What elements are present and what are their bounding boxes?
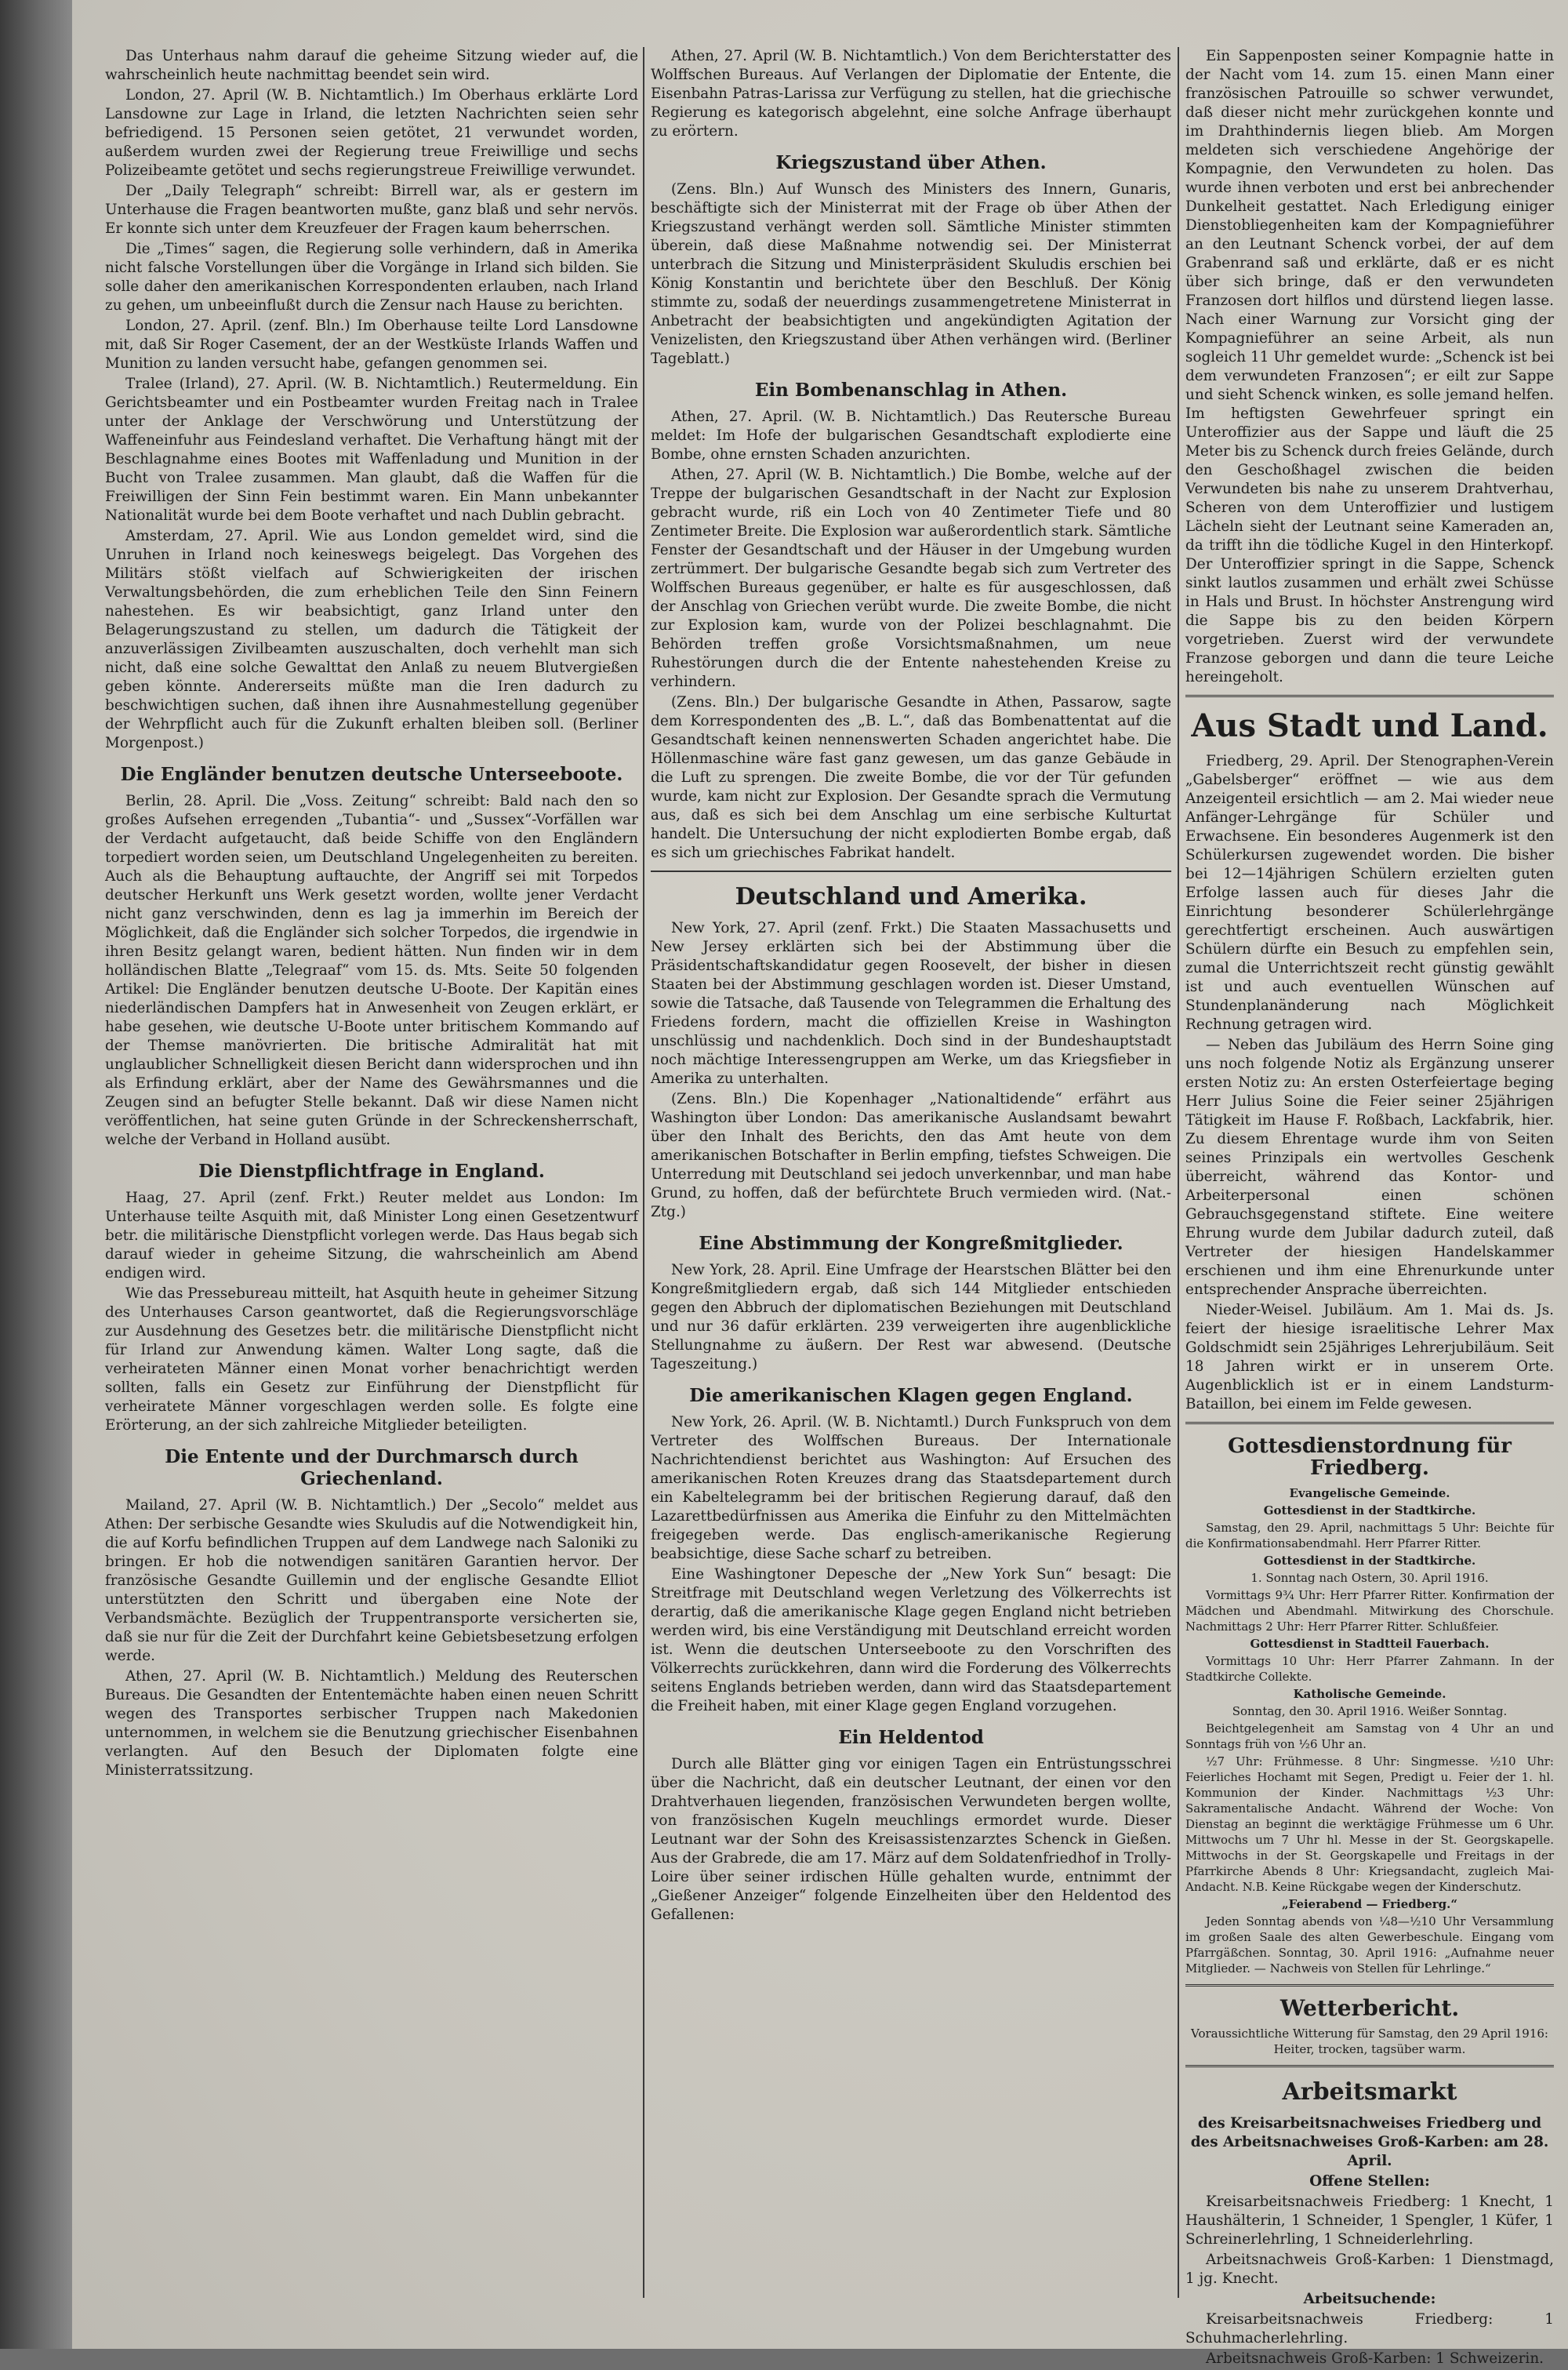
paragraph: Eine Washingtoner Depesche der „New York Sun“ besagt: Die Streitfrage mit Deutschland wegen Verletzung des Völkerrechts ist derartig, daß die amerikanische Klage gegen England nicht betrieben werden wird, bis eine Verständigung mit Deutschland erreicht worden ist. Wenn die deutschen Unterseeboote zu den Vorschriften des Völkerrechts zurückkehren, dann wird die Forderung des Völkerrechts seitens Englands betrieben werden, dann wird das Staatsdepartement die Freiheit haben, mit einer Klage gegen England vorzugehen. — [651, 1566, 1171, 1714]
service-entry: Vormittags 10 Uhr: Herr Pfarrer Zahmann. In der Stadtkirche Collekte. — [1185, 1654, 1554, 1684]
paragraph: Tralee (Irland), 27. April. (W. B. Nichtamtlich.) Reutermeldung. Ein Gerichtsbeamter und ein Postbeamter wurden Freitag nach in Tralee unter der Anklage der Verschwörung und Unterstützung der Waffeneinfuhr aus Feindesland verhaftet. Die Verhaftung hängt mit der Beschlagnahme eines Bootes mit Waffenladung und Munition in der Bucht von Tralee zusammen. Man glaubt, daß die Waffen für die Freiwilligen der Sinn Fein bestimmt waren. Ein Mann unbekannter Nationalität wurde bei dem Boote verhaftet und nach Dublin gebracht. — [105, 376, 638, 524]
paragraph: Amsterdam, 27. April. Wie aus London gemeldet wird, sind die Unruhen in Irland noch keineswegs beigelegt. Das Vorgehen des Militärs stößt vielfach auf Schwierigkeiten der irischen Verwaltungsbehörden, die zum erheblichen Teile den Sinn Feinern nahestehen. Es wir beabsichtigt, ganz Irland unter den Belagerungszustand zu stellen, um dadurch die Tätigkeit der anzuverlässigen Zivilbeamten auszuschalten, doch verhehlt man sich nicht, daß eine solche Gewalttat den Anlaß zu neuem Blutvergießen geben könnte. Andererseits müßte man die Iren dadurch zu beschwichtigen suchen, daß ihnen ihre Ausnahmestellung gegenüber der Wehrpflicht auch für die Zukunft erhalten bleiben soll. (Berliner Morgenpost.) — [105, 528, 638, 751]
paragraph: Athen, 27. April (W. B. Nichtamtlich.) Meldung des Reuterschen Bureaus. Die Gesandten der Ententemächte haben einen neuen Schritt wegen des Transportes serbischer Truppen nach Makedonien unternommen, in welchem sie die Benutzung griechischer Eisenbahnen verlangten. Auf den Besuch der Diplomaten folgte eine Ministerratssitzung. — [105, 1668, 638, 1779]
newspaper-page — [72, 0, 1568, 2367]
scan-margin — [0, 0, 72, 2349]
service-entry: ½7 Uhr: Frühmesse. 8 Uhr: Singmesse. ½10 Uhr: Feierliches Hochamt mit Segen, Predigt u. Feier der 1. hl. Kommunion der Kinder. Nachmittags ½3 Uhr: Sakramentalische Andacht. Während der Woche: Von Dienstag an beginnt die werktägige Frühmesse um 6 Uhr. Mittwochs um 7 Uhr hl. Messe in der St. Georgskapelle. Mittwochs in der St. Georgskapelle und Freitags in der Pfarrkirche Abends 8 Uhr: Kriegsandacht, zugleich Mai-Andacht. N.B. Keine Rückgabe wegen der Kinderschutz. — [1185, 1754, 1554, 1894]
divider — [1185, 1984, 1554, 1987]
article-heading: Die Dienstpflichtfrage in England. — [198, 1161, 545, 1182]
article-heading: Ein Heldentod — [838, 1727, 984, 1748]
divider — [651, 871, 1171, 872]
paragraph: (Zens. Bln.) Auf Wunsch des Ministers des Innern, Gunaris, beschäftigte sich der Ministerrat mit der Frage ob über Athen der Kriegszustand verhängt werden soll. Sämtliche Minister stimmten überein, daß diese Maßnahme notwendig sei. Der Ministerrat unterbrach die Sitzung und Ministerpräsident Skuludis erschien bei König Konstantin und berichtete über den Beschluß. Der König stimmte zu, sodaß der neuerdings zusammengetretene Ministerrat in Anbetracht der beabsichtigten und angekündigten Agitation der Venizelisten, den Kriegszustand über Athen verhängen wird. (Berliner Tageblatt.) — [651, 181, 1171, 367]
section-heading: Gottesdienstordnung für Friedberg. — [1228, 1434, 1512, 1480]
labour-entry: Arbeitsnachweis Groß-Karben: 1 Dienstmagd, 1 jg. Knecht. — [1185, 2252, 1554, 2287]
service-entry: Samstag, den 29. April, nachmittags 5 Uhr: Beichte für die Konfirmationsabendmahl. Herr Pfarrer Ritter. — [1185, 1521, 1554, 1550]
paragraph: Das Unterhaus nahm darauf die geheime Sitzung wieder auf, die wahrscheinlich heute nachmittag beendet sein wird. — [105, 48, 638, 83]
divider — [1185, 2065, 1554, 2067]
paragraph: New York, 27. April (zenf. Frkt.) Die Staaten Massachusetts und New Jersey erklärten sich bei der Abstimmung über die Präsidentschaftskandidatur gegen Roosevelt, der bisher in diesen Staaten bei der Abstimmung geschlagen worden ist. Dieser Umstand, sowie die Tatsache, daß Tausende von Telegrammen die Erhaltung des Friedens fordern, macht die offiziellen Kreise in Washington unschlüssig und nachdenklich. Doch sind in der Bundeshauptstadt noch mächtige Interessengruppen am Werke, um das Kriegsfieber in Amerika zu unterhalten. — [651, 920, 1171, 1087]
paragraph: Haag, 27. April (zenf. Frkt.) Reuter meldet aus London: Im Unterhause teilte Asquith mit, daß Minister Long einen Gesetzentwurf betr. die militärische Dienstpflicht vorlegen werde. Das Haus begab sich darauf wieder in geheime Sitzung, die wahrscheinlich am Abend endigen wird. — [105, 1190, 638, 1281]
service-date: Sonntag, den 30. April 1916. Weißer Sonntag. — [1232, 1704, 1508, 1718]
church-subheading: Gottesdienst in Stadtteil Fauerbach. — [1250, 1637, 1490, 1651]
paragraph: New York, 26. April. (W. B. Nichtamtl.) Durch Funkspruch von dem Vertreter des Wolffschen Bureaus. Der Internationale Nachrichtendienst berichtet aus Washington: Auf Ersuchen des amerikanischen Roten Kreuzes drang das Staatsdepartement durch ein Kabeltelegramm bei der britischen Regierung darauf, daß den Lazarettbedürfnissen aus Amerika die Einfuhr zu den Mittelmächten freigegeben werde. Das englisch-amerikanische Regierung beabsichtige, diese Sache scharf zu betreiben. — [651, 1414, 1171, 1562]
paragraph: Ein Sappenposten seiner Kompagnie hatte in der Nacht vom 14. zum 15. einen Mann einer französischen Patrouille so schwer verwundet, daß dieser nicht mehr zurückgehen konnte und im Drahthindernis liegen blieb. Am Morgen meldeten sich verschiedene Angehörige der Kompagnie, den Verwundeten zu holen. Das wurde ihnen verboten und erst bei anbrechender Dunkelheit gestattet. Nach Erledigung einiger Dienstobliegenheiten kam der Kompagnieführer an den Leutnant Schenck vorbei, der auf dem Grabenrand saß und erklärte, daß er es nicht über sich bringe, daß er den verwundeten Franzosen dort hilflos und dürstend liegen lasse. Nach einer Warnung zur Vorsicht ging der Kompagnieführer an seine Arbeit, als nun sogleich 11 Uhr gemeldet wurde: „Schenck ist bei dem verwundeten Franzosen“; er eilt zur Sappe und sieht Schenck winken, es solle jemand helfen. Im heftigsten Gewehrfeuer springt ein Unteroffizier aus der Sappe und läuft die 25 Meter bis zu Schenck durch freies Gelände, durch den Geschoßhagel zwischen die beiden Verwundeten bis nahe zu unserem Drahtverhau, Scheren von dem Unteroffizier und lustigem Lächeln sieht der Leutnant seine Kameraden an, da trifft ihn die tödliche Kugel in den Hinterkopf. Der Unteroffizier springt in die Sappe, Schenck sinkt lautlos zusammen und erhält zwei Schüsse in Hals und Brust. In höchster Anstrengung wird die Sappe bis zu den beiden Körpern vorgetrieben. Zuerst wird der verwundete Franzose geborgen und dann die teure Leiche hereingeholt. — [1185, 48, 1554, 685]
divider — [1185, 1422, 1554, 1424]
section-heading: Deutschland und Amerika. — [735, 883, 1087, 911]
section-heading: Arbeitsmarkt — [1282, 2078, 1457, 2106]
labour-entry: Kreisarbeitsnachweis Friedberg: 1 Knecht, 1 Haushälterin, 1 Schneider, 1 Spengler, 1 Küfer, 1 Schreinerlehrling, 1 Schneiderlehrling. — [1185, 2194, 1554, 2248]
column-divider — [1178, 47, 1179, 2298]
weather-forecast: Voraussichtliche Witterung für Samstag, den 29 April 1916: Heiter, trocken, tagsüber warm. — [1191, 2026, 1548, 2056]
paragraph: Athen, 27. April. (W. B. Nichtamtlich.) Das Reutersche Bureau meldet: Im Hofe der bulgarischen Gesandtschaft explodierte eine Bombe, ohne ernsten Schaden anzurichten. — [651, 409, 1171, 463]
club-heading: „Feierabend — Friedberg.“ — [1281, 1897, 1458, 1911]
article-heading: Ein Bombenanschlag in Athen. — [754, 380, 1068, 401]
paragraph: Wie das Pressebureau mitteilt, hat Asquith heute in geheimer Sitzung des Unterhauses Carson geantwortet, daß die Regierungsvorschläge zur Ausdehnung des Gesetzes betr. die militärische Dienstpflicht nicht für Irland zur Anwendung kämen. Walter Long sagte, daß die verheirateten Männer einen Monat vorher benachrichtigt werden sollten, falls ein Gesetz zur Einführung der Dienstpflicht für verheiratete Männer vorgeschlagen werden solle. Es folgte eine Erörterung, an der sich zahlreiche Mitglieder beteiligten. — [105, 1285, 638, 1434]
column-3 — [1185, 47, 1554, 2370]
service-date: 1. Sonntag nach Ostern, 30. April 1916. — [1250, 1571, 1489, 1585]
paragraph: Athen, 27. April (W. B. Nichtamtlich.) Von dem Berichterstatter des Wolffschen Bureaus. Auf Verlangen der Diplomatie der Entente, die Eisenbahn Patras-Larissa zur Verfügung zu stellen, hat die griechische Regierung es kategorisch abgelehnt, eine solche Anfrage überhaupt zu erörtern. — [651, 48, 1171, 140]
column-1 — [105, 47, 638, 1782]
article-heading: Die Entente und der Durchmarsch durch Griechenland. — [165, 1446, 579, 1489]
article-heading: Kriegszustand über Athen. — [775, 152, 1047, 173]
column-divider — [643, 47, 644, 2298]
paragraph: Der „Daily Telegraph“ schreibt: Birrell war, als er gestern im Unterhause die Fragen beantworten mußte, ganz blaß und sehr nervös. Er konnte sich unter dem Kreuzfeuer der Fragen kaum beherrschen. — [105, 183, 638, 237]
church-heading: Katholische Gemeinde. — [1293, 1687, 1446, 1701]
labour-category: Offene Stellen: — [1309, 2173, 1430, 2190]
paragraph: London, 27. April. (zenf. Bln.) Im Oberhause teilte Lord Lansdowne mit, daß Sir Roger Casement, der an der Westküste Irlands Waffen und Munition zu landen versucht habe, gefangen genommen sei. — [105, 318, 638, 372]
service-entry: Vormittags 9¾ Uhr: Herr Pfarrer Ritter. Konfirmation der Mädchen und Abendmahl. Mitwirkung des Chorschule. Nachmittags 2 Uhr: Herr Pfarrer Ritter. Schlußfeier. — [1185, 1588, 1554, 1634]
paragraph: Nieder-Weisel. Jubiläum. Am 1. Mai ds. Js. feiert der hiesige israelitische Lehrer Max Goldschmidt sein 25jähriges Lehrerjubiläum. Seit 18 Jahren wirkt er in unserem Orte. Augenblicklich ist er in einem Landsturm-Bataillon, bei einem im Felde gewesen. — [1185, 1302, 1554, 1412]
paragraph: London, 27. April (W. B. Nichtamtlich.) Im Oberhaus erklärte Lord Lansdowne zur Lage in Irland, die letzten Nachrichten seien sehr befriedigend. 15 Personen seien getötet, 21 verwundet worden, außerdem wurden zwei der Regierung treue Freiwillige und sechs Polizeibeamte getötet und sechs regierungstreue Freiwillige verwundet. — [105, 87, 638, 179]
church-subheading: Gottesdienst in der Stadtkirche. — [1263, 1554, 1476, 1568]
paragraph: Mailand, 27. April (W. B. Nichtamtlich.) Der „Secolo“ meldet aus Athen: Der serbische Gesandte wies Skuludis auf die Notwendigkeit hin, die auf Korfu befindlichen Truppen auf dem Landwege nach Saloniki zu bringen. Er hob die notwendigen sanitären Garantien hervor. Der französische Gesandte Guillemin und der englische Gesandte Elliot unterstützten den Schritt und übergaben eine Note der Verbandsmächte. Bezüglich der Truppentransporte versicherten sie, daß sie nur für die Zeit der Durchfahrt keine Gebietsbesetzung erfolgen werde. — [105, 1497, 638, 1664]
paragraph: — Neben das Jubiläum des Herrn Soine ging uns noch folgende Notiz als Ergänzung unserer ersten Notiz zu: An ersten Osterfeiertage beging Herr Julius Soine die Feier seiner 25jährigen Tätigkeit im Hause F. Roßbach, Lackfabrik, hier. Zu diesem Ehrentage wurde ihm von Seiten seines Prinzipals ein wertvolles Geschenk überreicht, während das Kontor- und Arbeiterpersonal einen schönen Gebrauchsgegenstand stiftete. Eine weitere Ehrung wurde dem Jubilar dadurch zuteil, daß Vertreter der hiesigen Handelskammer erschienen und ihm eine Ehrenurkunde unter entsprechender Ansprache überreichten. — [1185, 1037, 1554, 1298]
club-entry: Jeden Sonntag abends von ¼8—½10 Uhr Versammlung im großen Saale des alten Gewerbeschule. Eingang vom Pfarrgäßchen. Sonntag, 30. April 1916: „Aufnahme neuer Mitglieder. — Nachweis von Stellen für Lehrlinge.“ — [1185, 1914, 1554, 1976]
paragraph: Die „Times“ sagen, die Regierung solle verhindern, daß in Amerika nicht falsche Vorstellungen über die Vorgänge in Irland sich bilden. Sie solle daher den amerikanischen Korrespondenten erlauben, nach Irland zu gehen, um unbeeinflußt durch die Zensur nach Hause zu berichten. — [105, 241, 638, 314]
labour-entry: Arbeitsnachweis Groß-Karben: 1 Schweizerin. — [1206, 2350, 1544, 2367]
service-entry: Beichtgelegenheit am Samstag von 4 Uhr an und Sonntags früh von ½6 Uhr an. — [1185, 1721, 1554, 1751]
column-2 — [651, 47, 1171, 1926]
article-heading: Eine Abstimmung der Kongreßmitglieder. — [699, 1233, 1123, 1254]
paragraph: New York, 28. April. Eine Umfrage der Hearstschen Blätter bei den Kongreßmitgliedern ergab, daß sich 144 Mitglieder entschieden gegen den Abbruch der diplomatischen Beziehungen mit Deutschland und nur 36 dafür erklärten. 239 verweigerten ihre augenblickliche Stellungnahme zu äußern. Der Rest war abwesend. (Deutsche Tageszeitung.) — [651, 1262, 1171, 1372]
article-heading: Die amerikanischen Klagen gegen England. — [689, 1385, 1133, 1406]
section-heading: Wetterbericht. — [1279, 1995, 1460, 2021]
paragraph: Durch alle Blätter ging vor einigen Tagen ein Entrüstungsschrei über die Nachricht, daß ein deutscher Leutnant, der einen vor den Drahtverhauen liegenden, französischen Verwundeten bergen wollte, von französischen Kugeln meuchlings ermordet wurde. Dieser Leutnant war der Sohn des Kreisassistenzarztes Schenck in Gießen. Aus der Grabrede, die am 17. März auf dem Soldatenfriedhof in Trolly-Loire über seiner irdischen Hülle gehalten wurde, entnimmt der „Gießener Anzeiger“ folgende Einzelheiten über den Heldentod des Gefallenen: — [651, 1756, 1171, 1923]
divider — [1185, 695, 1554, 697]
article-heading: Die Engländer benutzen deutsche Unterseeboote. — [120, 764, 623, 785]
section-heading: Aus Stadt und Land. — [1191, 707, 1548, 744]
paragraph: Berlin, 28. April. Die „Voss. Zeitung“ schreibt: Bald nach den so großes Aufsehen erregenden „Tubantia“- und „Sussex“-Vorfällen war der Verdacht aufgetaucht, daß beide Schiffe von den Engländern torpediert worden seien, um Deutschland Ungelegenheiten zu bereiten. Auch als die Behauptung auftauchte, der Angriff sei mit Torpedos deutscher Herkunft uns Werk gesetzt worden, wollte jener Verdacht nicht ganz verschwinden, denn es lag ja immerhin im Bereich der Möglichkeit, daß die Engländer sich solcher Torpedos, die irgendwie in ihren Besitz gelangt waren, bedient hätten. Nun finden wir in dem holländischen Blatte „Telegraaf“ vom 15. ds. Mts. Seite 50 folgenden Artikel: Die Engländer benutzen deutsche U-Boote. Der Kapitän eines niederländischen Dampfers hat in Anwesenheit von Zeugen erklärt, er habe gesehen, wie deutsche U-Boote unter britischem Kommando auf der Themse manövrierten. Die britische Admiralität hat mit unglaublicher Schnelligkeit diesen Bericht dann widersprochen und ihn als Erfindung erklärt, aber der Name des Gewährsmannes und die Zeugen sind an befugter Stelle bekannt. Daß wir diese Namen nicht veröffentlichen, hat seine guten Gründe in der Schreckensherrschaft, welche der Verband in Holland ausübt. — [105, 793, 638, 1148]
labour-subheading: des Kreisarbeitsnachweises Friedberg und des Arbeitsnachweises Groß-Karben: am 28. April. — [1190, 2115, 1549, 2169]
paragraph: (Zens. Bln.) Die Kopenhager „Nationaltidende“ erfährt aus Washington über London: Das amerikanische Auslandsamt bewahrt über den Inhalt des Berichts, den das Amt heute von dem amerikanischen Botschafter in Berlin empfing, tiefstes Schweigen. Die Unterredung mit Deutschland sei jedoch unverkennbar, und man habe Grund, zu hoffen, daß der befürchtete Bruch vermieden wird. (Nat.-Ztg.) — [651, 1091, 1171, 1220]
labour-entry: Kreisarbeitsnachweis Friedberg: 1 Schuhmacherlehrling. — [1185, 2311, 1554, 2346]
church-heading: Evangelische Gemeinde. — [1289, 1486, 1450, 1500]
labour-category: Arbeitsuchende: — [1303, 2291, 1436, 2307]
church-subheading: Gottesdienst in der Stadtkirche. — [1263, 1503, 1476, 1518]
paragraph: (Zens. Bln.) Der bulgarische Gesandte in Athen, Passarow, sagte dem Korrespondenten des „B. L.“, daß das Bombenattentat auf die Gesandtschaft keinen nennenswerten Schaden angerichtet habe. Die Höllenmaschine wäre fast ganz gewesen, um das ganze Gebäude in die Luft zu sprengen. Die zweite Bombe, die vor der Tür gefunden wurde, kam nicht zur Explosion. Der Gesandte sprach die Vermutung aus, daß es sich bei dem Anschlag um eine serbische Kulturtat handelt. Die Untersuchung der nicht explodierten Bombe ergab, daß es sich um griechisches Fabrikat handelt. — [651, 694, 1171, 861]
paragraph: Friedberg, 29. April. Der Stenographen-Verein „Gabelsberger“ eröffnet — wie aus dem Anzeigenteil ersichtlich — am 2. Mai wieder neue Anfänger-Lehrgänge für Schüler und Erwachsene. Ein besonderes Augenmerk ist den Schülerkursen zugewendet worden. Die bisher bei 12—14jährigen Schülern erzielten guten Erfolge lassen auch für dieses Jahr die Einrichtung besonderer Schülerlehrgänge gerechtfertigt erscheinen. Auch auswärtigen Schülern dürfte ein Besuch zu empfehlen sein, zumal die Unterrichtszeit recht günstig gewählt ist und auch eventuellen Wünschen auf Stundenplanänderung nach Möglichkeit Rechnung getragen wird. — [1185, 753, 1554, 1033]
paragraph: Athen, 27. April (W. B. Nichtamtlich.) Die Bombe, welche auf der Treppe der bulgarischen Gesandtschaft in der Nacht zur Explosion gebracht wurde, riß ein Loch von 40 Zentimeter Tiefe und 80 Zentimeter Breite. Die Explosion war außerordentlich stark. Sämtliche Fenster der Gesandtschaft und der Häuser in der Umgebung wurden zertrümmert. Der bulgarische Gesandte begab sich zum Vertreter des Wolffschen Bureaus gegenüber, er halte es für ausgeschlossen, daß der Anschlag von Griechen verübt wurde. Die zweite Bombe, die nicht zur Explosion kam, wurde von der Polizei beschlagnahmt. Die Behörden treffen große Vorsichtsmaßnahmen, um neue Ruhestörungen durch die der Entente nahestehenden Kreise zu verhindern. — [651, 467, 1171, 690]
